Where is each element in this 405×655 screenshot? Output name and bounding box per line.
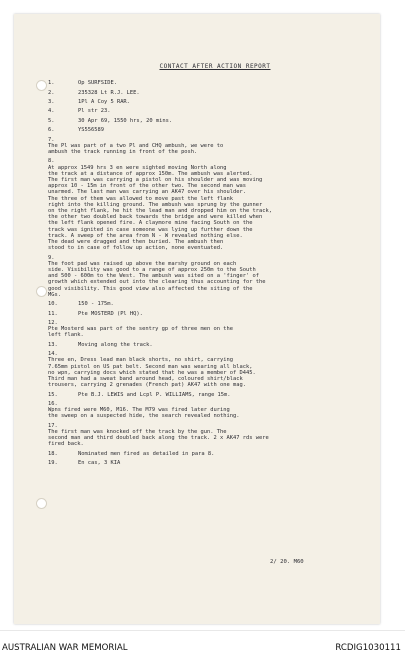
item-number: 13. (48, 341, 58, 348)
item-number: 19. (48, 460, 58, 467)
paragraph-9 (48, 255, 374, 298)
text-line: track. A sweep of the area from N - W revealed nothing else. (48, 232, 243, 239)
item-number: 15. (48, 391, 58, 398)
text-line: growth which extended out into the clearing thus accounting for the (48, 279, 266, 286)
text-line: Third man had a sweat band around head, coloured shirt/black (48, 375, 243, 382)
item-row (48, 80, 374, 86)
item-text: 1Pl A Coy 5 RAR. (78, 98, 130, 105)
text-line: Three en, Dress lead man black shorts, no shirt, carrying (48, 357, 233, 364)
item-text: YS556589 (78, 127, 104, 134)
paragraph-14 (48, 351, 374, 388)
text-line: approx 10 - 15m in front of the other two. The second man was (48, 183, 246, 190)
paragraph-number: 9. (48, 254, 55, 261)
text-line: the sweep on a suspected hide, the search revealed nothing. (48, 413, 240, 420)
paragraph-7 (48, 137, 374, 156)
archive-footer (0, 630, 405, 655)
text-line: The foot pad was raised up above the marshy ground on each (48, 260, 237, 267)
item-number: 5. (48, 117, 55, 124)
item-row (48, 460, 374, 466)
text-line: Pte Mosterd was part of the sentry gp of three men on the (48, 326, 233, 333)
text-line: on the right flank, he hit the lead man and dropped him on the track, (48, 207, 272, 214)
paragraph-number: 17. (48, 422, 58, 429)
paragraph-17 (48, 423, 374, 448)
signature-reference: 2/ 20. M60 (270, 559, 304, 565)
item-row (48, 90, 374, 96)
item-text: 150 - 175m. (78, 301, 114, 308)
paragraph-number: 7. (48, 136, 55, 143)
text-line: At approx 1549 hrs 3 en were sighted moving North along (48, 164, 227, 171)
report-body (48, 64, 374, 470)
text-line: the left flank opened fire. A claymore mine facing South on the (48, 220, 253, 227)
text-line: second man and third doubled back along the track. 2 x AK47 rds were (48, 435, 269, 442)
text-line: The first man was knocked off the track by the gun. The (48, 428, 227, 435)
item-text: Nominated men fired as detailed in para 8. (78, 450, 215, 457)
archive-name: AUSTRALIAN WAR MEMORIAL (2, 643, 128, 653)
paragraph-number: 12. (48, 319, 58, 326)
item-row (48, 99, 374, 105)
text-line: 7.65mm pistol on US pat belt. Second man was wearing all black, (48, 363, 253, 370)
text-line: The Pl was part of a two Pl and CHQ ambush, we were to (48, 142, 224, 149)
text-line: Wpns fired were M60, M16. The M79 was fired later during (48, 407, 230, 414)
item-row (48, 301, 374, 307)
item-number: 3. (48, 98, 55, 105)
item-text: 30 Apr 69, 1550 hrs, 20 mins. (78, 117, 173, 124)
item-number: 11. (48, 310, 58, 317)
item-number: 1. (48, 80, 55, 87)
text-line: the other two doubled back towards the bridge and were killed when (48, 214, 263, 221)
text-line: and 500 - 600m to the West. The ambush was sited on a 'finger' of (48, 273, 259, 280)
item-text: En cas, 3 KIA (78, 460, 121, 467)
text-line: no wpn, carrying docs which stated that he was a member of D445. (48, 369, 256, 376)
item-row (48, 392, 374, 398)
item-text: Op SURFSIDE. (78, 80, 117, 87)
punch-hole (36, 498, 47, 509)
text-line: trousers, carrying 2 grenades (French pat) AK47 with one mag. (48, 382, 246, 389)
item-row (48, 342, 374, 348)
text-line: stood to in case of follow up action, none eventuated. (48, 245, 224, 252)
item-row (48, 311, 374, 317)
paragraph-8 (48, 158, 374, 251)
paragraph-16 (48, 401, 374, 420)
item-row (48, 127, 374, 133)
item-text: Pte B.J. LEWIS and Lcpl P. WILLIAMS, range 15m. (78, 391, 231, 398)
item-text: Pte MOSTERD (Pl HQ). (78, 310, 143, 317)
header-items (48, 80, 374, 133)
item-row (48, 118, 374, 124)
report-title: CONTACT AFTER ACTION REPORT (159, 63, 271, 70)
archive-reference: RCDIG1030111 (335, 643, 401, 653)
text-line: unarmed. The last man was carrying an AK47 over his shoulder. (48, 189, 246, 196)
text-line: track was ignited in case someone was lying up further down the (48, 226, 253, 233)
item-row (48, 451, 374, 457)
item-number: 4. (48, 108, 55, 115)
item-row (48, 108, 374, 114)
punch-hole (36, 286, 47, 297)
item-text: 235328 Lt R.J. LEE. (78, 89, 140, 96)
text-line: The dead were dragged and then buried. The ambush then (48, 238, 224, 245)
item-number: 18. (48, 450, 58, 457)
text-line: ambush the track running in front of the posh. (48, 148, 198, 155)
paragraph-number: 16. (48, 400, 58, 407)
text-line: right into the killing ground. The ambush was sprung by the gunner (48, 201, 263, 208)
text-line: the track at a distance of approx 150m. The ambush was alerted. (48, 170, 253, 177)
item-number: 2. (48, 89, 55, 96)
item-text: Moving along the track. (78, 341, 153, 348)
paragraph-number: 14. (48, 351, 58, 358)
item-number: 10. (48, 301, 58, 308)
paragraph-12 (48, 320, 374, 339)
text-line: side. Visibility was good to a range of approx 250m to the South (48, 266, 256, 273)
punch-hole (36, 80, 47, 91)
text-line: good visibility. This good view also affected the siting of the (48, 285, 253, 292)
text-line: The first man was carrying a pistol on his shoulder and was moving (48, 176, 263, 183)
item-number: 6. (48, 127, 55, 134)
text-line: left flank. (48, 332, 84, 339)
text-line: MGs. (48, 291, 61, 298)
item-text: Pl str 23. (78, 108, 111, 115)
text-line: fired back. (48, 441, 84, 448)
text-line: The three of them was allowed to move past the left flank (48, 195, 233, 202)
paragraph-number: 8. (48, 158, 55, 165)
